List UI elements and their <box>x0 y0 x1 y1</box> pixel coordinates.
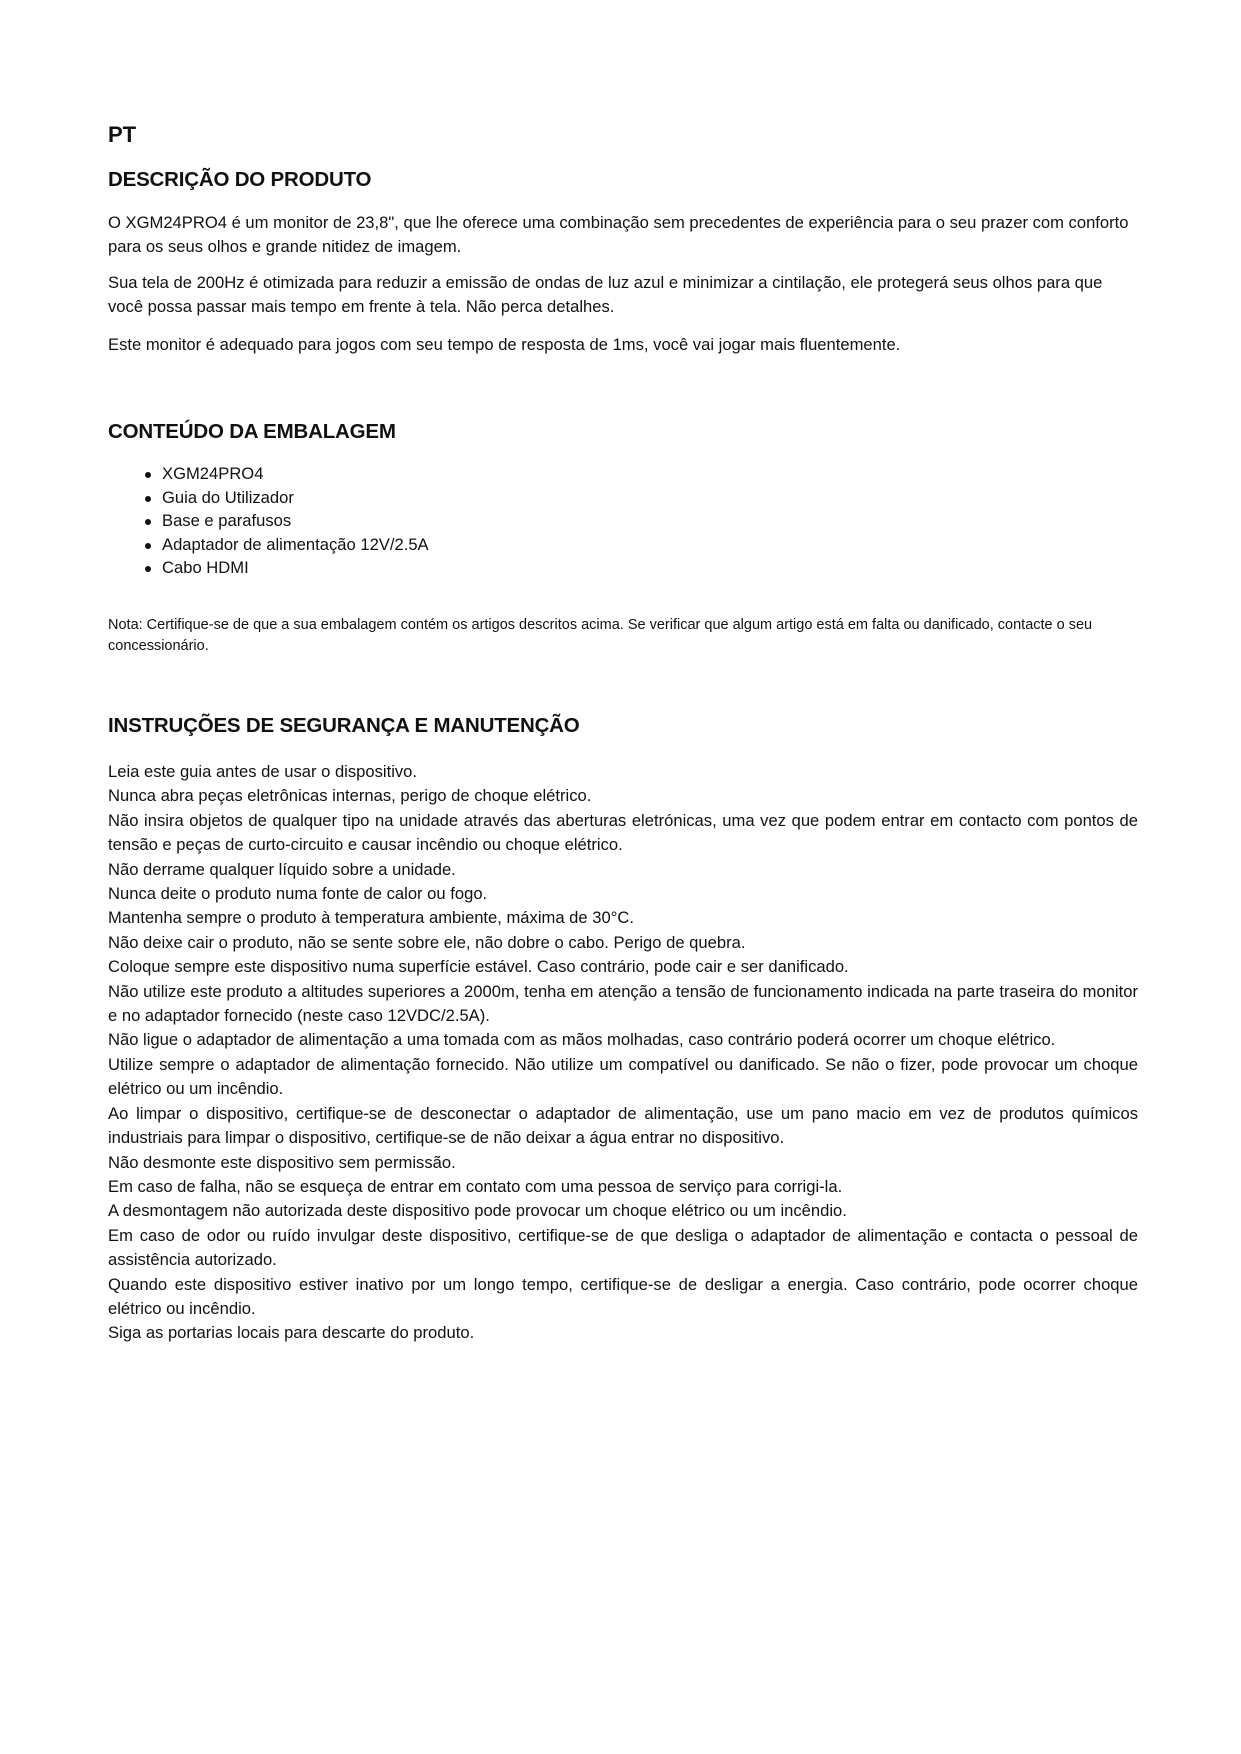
safety-line: Não derrame qualquer líquido sobre a unidade. <box>108 859 456 879</box>
safety-line: Em caso de falha, não se esqueça de entrar em contato com uma pessoa de serviço para corrigi-la. <box>108 1176 843 1196</box>
list-item: Guia do Utilizador <box>162 486 429 510</box>
safety-heading: INSTRUÇÕES DE SEGURANÇA E MANUTENÇÃO <box>108 714 580 737</box>
safety-line: Coloque sempre este dispositivo numa superfície estável. Caso contrário, pode cair e ser danificado. <box>108 957 849 977</box>
safety-line: Nunca deite o produto numa fonte de calor ou fogo. <box>108 884 488 904</box>
safety-line: Leia este guia antes de usar o dispositivo. <box>108 762 418 781</box>
safety-line: Não deixe cair o produto, não se sente sobre ele, não dobre o cabo. Perigo de quebra. <box>108 932 746 952</box>
list-item: Adaptador de alimentação 12V/2.5A <box>162 533 429 557</box>
safety-line: A desmontagem não autorizada deste dispositivo pode provocar um choque elétrico ou um incêndio. <box>108 1201 847 1221</box>
description-paragraph-1: O XGM24PRO4 é um monitor de 23,8", que lhe oferece uma combinação sem precedentes de experiência para o seu prazer com conforto para os seus olhos e grande nitidez de imagem. <box>108 213 1129 256</box>
safety-line: Mantenha sempre o produto à temperatura ambiente, máxima de 30°C. <box>108 908 634 928</box>
safety-line: Não desmonte este dispositivo sem permissão. <box>108 1152 456 1172</box>
safety-line: Não ligue o adaptador de alimentação a uma tomada com as mãos molhadas, caso contrário poderá ocorrer um choque elétrico. <box>108 1030 1056 1050</box>
safety-line: Quando este dispositivo estiver inativo por um longo tempo, certifique-se de desligar a energia. Caso contrário, pode ocorrer choque elétrico ou incêndio. <box>108 1274 1138 1318</box>
list-item: XGM24PRO4 <box>162 462 429 486</box>
package-heading: CONTEÚDO DA EMBALAGEM <box>108 420 396 443</box>
safety-line: Siga as portarias locais para descarte do produto. <box>108 1323 475 1343</box>
safety-line: Não insira objetos de qualquer tipo na unidade através das aberturas eletrónicas, uma vez que podem entrar em contacto com pontos de tensão e peças de curto-circuito e causar incêndio ou choque elétrico. <box>108 810 1138 855</box>
description-paragraph-2: Sua tela de 200Hz é otimizada para reduzir a emissão de ondas de luz azul e minimizar a cintilação, ele protegerá seus olhos para que você possa passar mais tempo em frente à tela. Não perca detalhes. <box>108 273 1103 316</box>
safety-line: Em caso de odor ou ruído invulgar deste dispositivo, certifique-se de que desliga o adaptador de alimentação e contacta o pessoal de assistência autorizado. <box>108 1225 1138 1270</box>
description-heading: DESCRIÇÃO DO PRODUTO <box>108 168 372 191</box>
safety-line: Não utilize este produto a altitudes superiores a 2000m, tenha em atenção a tensão de funcionamento indicada na parte traseira do monitor e no adaptador fornecido (neste caso 12VDC/2.5A). <box>108 981 1138 1026</box>
package-contents-list <box>108 462 429 580</box>
language-label: PT <box>108 122 137 147</box>
list-item: Base e parafusos <box>162 509 429 533</box>
list-item: Cabo HDMI <box>162 556 429 580</box>
safety-line: Ao limpar o dispositivo, certifique-se de desconectar o adaptador de alimentação, use um pano macio em vez de produtos químicos industriais para limpar o dispositivo, certifique-se de não deixar a água entrar no dispositivo. <box>108 1103 1138 1148</box>
description-paragraph-3: Este monitor é adequado para jogos com seu tempo de resposta de 1ms, você vai jogar mais fluentemente. <box>108 335 901 354</box>
safety-instructions <box>108 760 1138 1346</box>
safety-line: Nunca abra peças eletrônicas internas, perigo de choque elétrico. <box>108 786 592 806</box>
package-note: Nota: Certifique-se de que a sua embalagem contém os artigos descritos acima. Se verificar que algum artigo está em falta ou danificado, contacte o seu concessionário. <box>108 617 1093 654</box>
safety-line: Utilize sempre o adaptador de alimentação fornecido. Não utilize um compatível ou danificado. Se não o fizer, pode provocar um choque elétrico ou um incêndio. <box>108 1054 1138 1099</box>
